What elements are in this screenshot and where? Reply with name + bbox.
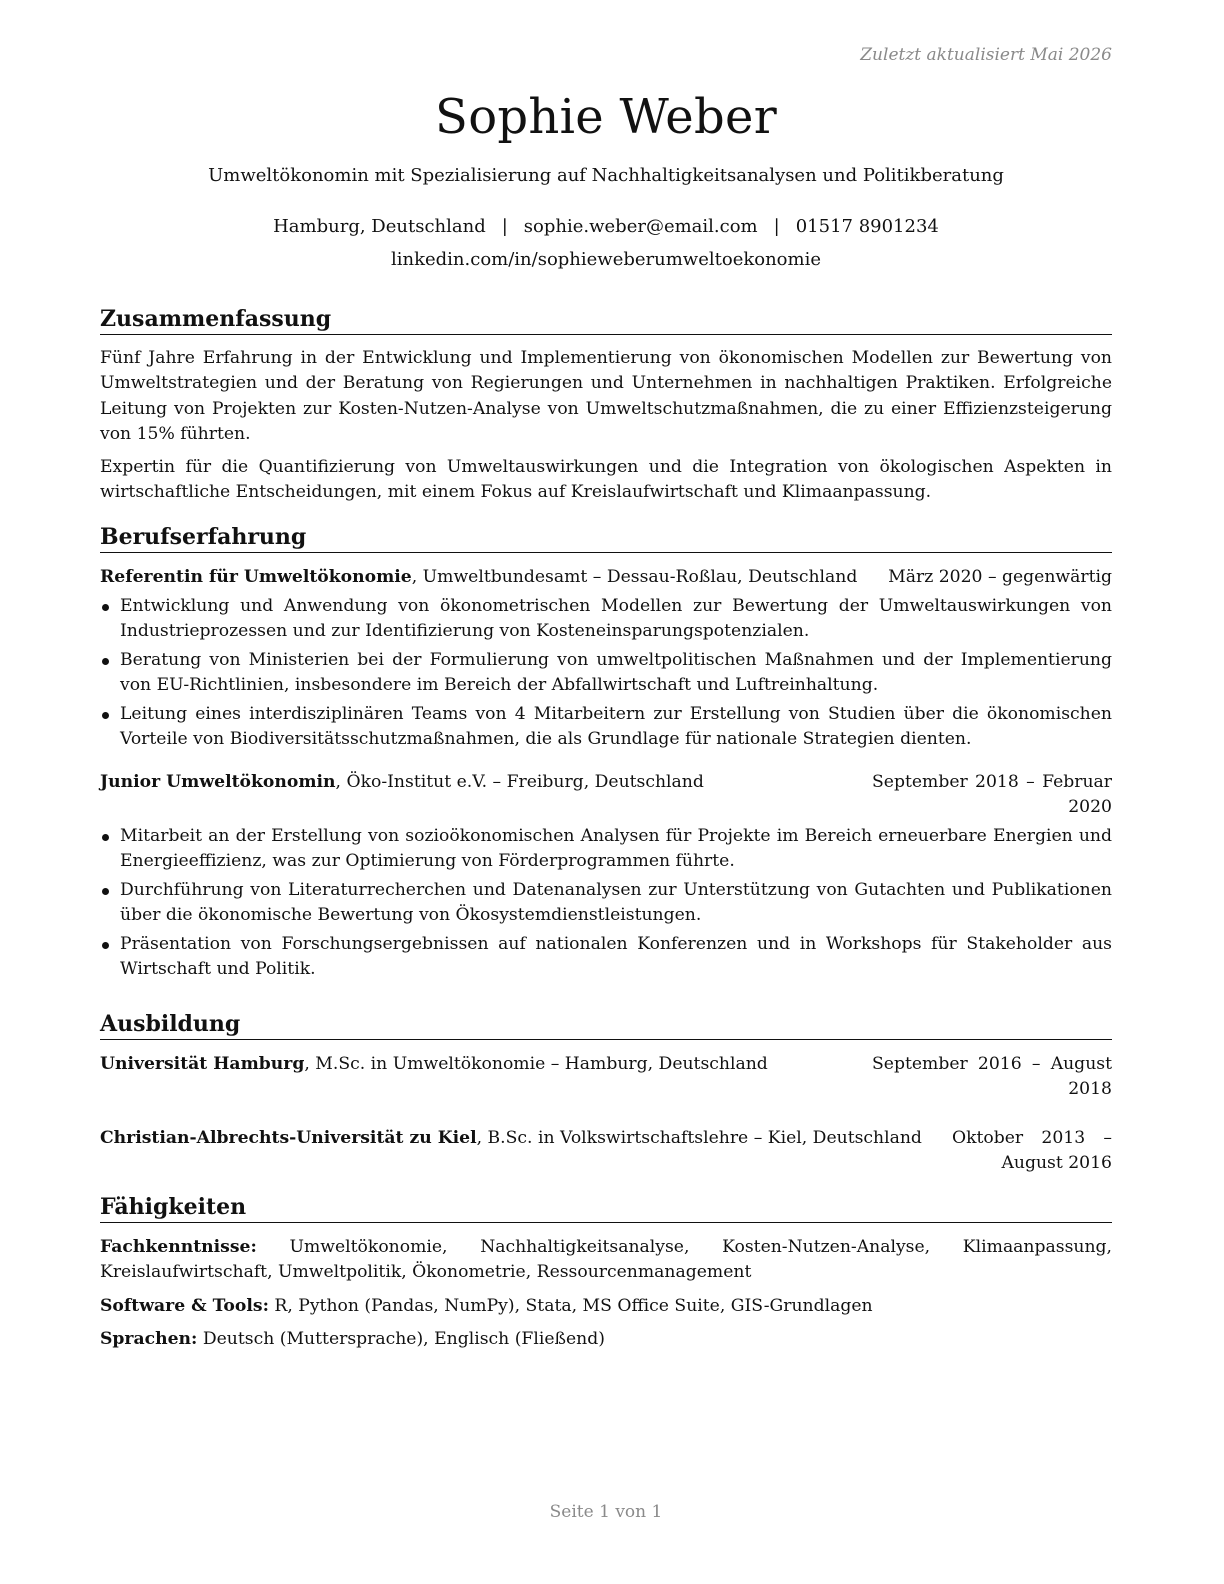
resume-header [100,86,1112,272]
bullet-icon [102,942,109,949]
experience-entry [100,770,1112,982]
contact-row [100,215,1112,239]
resume-page [100,0,1112,1584]
education-entry [100,1052,1112,1102]
school-name: Universität Hamburg [100,1054,305,1074]
job-bullet-list [100,824,1112,982]
summary-paragraph: Fünf Jahre Erfahrung in der Entwicklung und Implementierung von ökonomischen Modellen zur Bewertung von Umweltstrategien und der Beratung von Regierungen und Unternehmen in nachhaltigen Praktiken. Erfolgreiche Leitung von Projekten zur Kosten-Nutzen-Analyse von Umweltschutzmaßnahmen, die zu einer Effizienzsteigerung von 15% führten. [100,348,1112,444]
list-item: Mitarbeit an der Erstellung von sozioökonomischen Analysen für Projekte im Bereich erneuerbare Energien und Energieeffizienz, was zur Optimierung von Förderprogrammen führte. [100,824,1112,874]
bullet-icon [102,658,109,665]
list-item: Präsentation von Forschungsergebnissen auf nationalen Konferenzen und in Workshops für Stakeholder aus Wirtschaft und Politik. [100,932,1112,982]
job-bullet-list [100,594,1112,752]
school-name: Christian-Albrechts-Universität zu Kiel [100,1128,477,1148]
experience-entry-header [100,565,1112,590]
candidate-headline: Umweltökonomin mit Spezialisierung auf Nachhaltigkeitsanalysen und Politikberatung [208,165,1004,186]
skill-line [100,1327,1112,1352]
education-dates: September 2016 – August 2018 [872,1054,1112,1099]
degree-detail: , M.Sc. in Umweltökonomie – Hamburg, Deutschland [304,1054,768,1074]
contact-separator: | [501,216,508,237]
job-role: Referentin für Umweltökonomie [100,567,412,587]
skill-line [100,1294,1112,1319]
job-dates: September 2018 – Februar 2020 [872,772,1112,817]
skill-label: Software & Tools: [100,1296,269,1316]
education-entry [100,1126,1112,1176]
summary-section [100,305,1112,506]
bullet-icon [102,888,109,895]
last-updated-note: Zuletzt aktualisiert Mai 2026 [860,45,1112,65]
bullet-icon [102,712,109,719]
job-role: Junior Umweltökonomin [100,772,336,792]
section-title-experience: Berufserfahrung [100,523,1112,553]
experience-section [100,523,1112,982]
skill-value: R, Python (Pandas, NumPy), Stata, MS Office Suite, GIS-Grundlagen [274,1296,873,1316]
linkedin-link[interactable]: linkedin.com/in/sophieweberumweltoekonomie [390,249,821,270]
skills-section [100,1193,1112,1352]
section-title-skills: Fähigkeiten [100,1193,1112,1223]
skill-value: Umweltökonomie, Nachhaltigkeitsanalyse, Kosten-Nutzen-Analyse, Klimaanpassung, Kreislaufwirtschaft, Umweltpolitik, Ökonometrie, Ressourcenmanagement [100,1237,1112,1282]
education-section [100,1010,1112,1176]
section-title-education: Ausbildung [100,1010,1112,1040]
degree-detail: , B.Sc. in Volkswirtschaftslehre – Kiel, Deutschland [476,1128,922,1148]
contact-location: Hamburg, Deutschland [273,216,486,237]
experience-entry-header [100,770,1112,820]
list-item: Beratung von Ministerien bei der Formulierung von umweltpolitischen Maßnahmen und der Implementierung von EU-Richtlinien, insbesondere im Bereich der Abfallwirtschaft und Luftreinhaltung. [100,648,1112,698]
job-organization: , Umweltbundesamt – Dessau-Roßlau, Deutschland [411,567,858,587]
list-item: Leitung eines interdisziplinären Teams von 4 Mitarbeitern zur Erstellung von Studien über die ökonomischen Vorteile von Biodiversitätsschutzmaßnahmen, die als Grundlage für nationale Strategien dienten. [100,702,1112,752]
list-item: Entwicklung und Anwendung von ökonometrischen Modellen zur Bewertung der Umweltauswirkungen von Industrieprozessen und zur Identifizierung von Kosteneinsparungspotenzialen. [100,594,1112,644]
page-number: Seite 1 von 1 [549,1502,663,1522]
contact-separator: | [773,216,780,237]
contact-phone[interactable]: 01517 8901234 [795,216,939,237]
bullet-icon [102,834,109,841]
skill-label: Fachkenntnisse: [100,1237,257,1257]
contact-email[interactable]: sophie.weber@email.com [523,216,758,237]
job-organization: , Öko-Institut e.V. – Freiburg, Deutschland [335,772,704,792]
education-dates: Oktober 2013 – August 2016 [952,1128,1112,1173]
bullet-icon [102,604,109,611]
skill-label: Sprachen: [100,1329,198,1349]
summary-paragraph: Expertin für die Quantifizierung von Umweltauswirkungen und die Integration von ökologischen Aspekten in wirtschaftliche Entscheidungen, mit einem Fokus auf Kreislaufwirtschaft und Klimaanpassung. [100,457,1112,503]
candidate-name: Sophie Weber [435,89,777,145]
section-title-summary: Zusammenfassung [100,305,1112,335]
skill-value: Deutsch (Muttersprache), Englisch (Fließend) [202,1329,605,1349]
skill-line [100,1235,1112,1285]
list-item: Durchführung von Literaturrecherchen und Datenanalysen zur Unterstützung von Gutachten und Publikationen über die ökonomische Bewertung von Ökosystemdienstleistungen. [100,878,1112,928]
experience-entry [100,565,1112,752]
job-dates: März 2020 – gegenwärtig [888,567,1112,587]
